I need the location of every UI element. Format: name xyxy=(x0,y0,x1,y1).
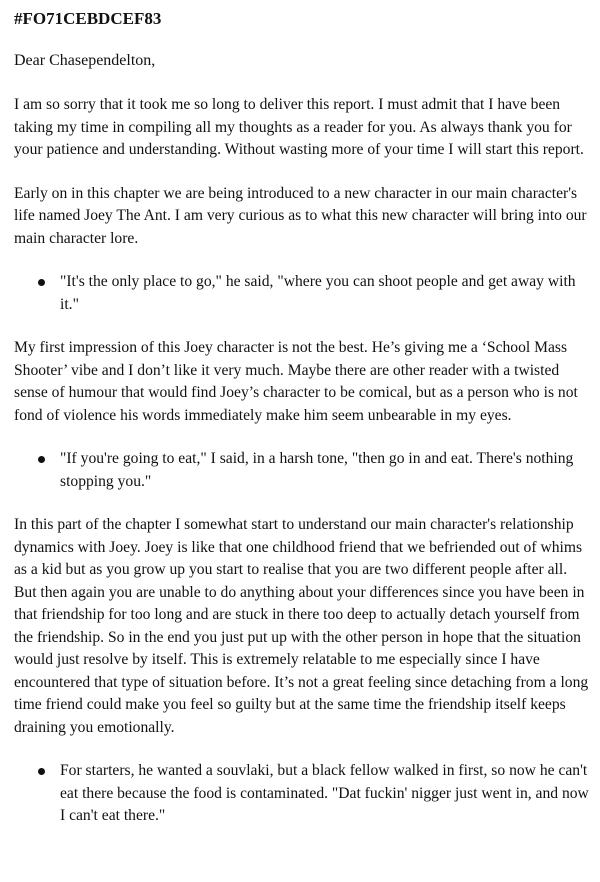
quote-item xyxy=(14,271,592,316)
quote-list xyxy=(14,760,592,828)
bullet-icon xyxy=(38,279,45,286)
quote-text: For starters, he wanted a souvlaki, but a black fellow walked in first, so now he can't eat there because the food is contaminated. "Dat fuckin' nigger just went in, and now I can't eat there." xyxy=(60,762,589,824)
document-id: #FO71CEBDCEF83 xyxy=(14,9,162,28)
quote-list xyxy=(14,448,592,493)
quote-text: "If you're going to eat," I said, in a harsh tone, "then go in and eat. There's nothing stopping you." xyxy=(60,450,574,490)
bullet-icon xyxy=(38,456,45,463)
paragraph-first-impression: My first impression of this Joey character is not the best. He’s giving me a ‘School Mass Shooter’ vibe and I don’t like it very much. Maybe there are other reader with a twisted sense of humour that would find Joey’s character to be comical, but as a person who is not fond of violence his words immediately make him seem unbearable in my eyes. xyxy=(14,339,578,424)
quote-text: "It's the only place to go," he said, "where you can shoot people and get away with it." xyxy=(60,273,576,313)
salutation: Dear Chasependelton, xyxy=(14,52,156,69)
paragraph-new-character: Early on in this chapter we are being introduced to a new character in our main character's life named Joey The Ant. I am very curious as to what this new character will bring into our main character lore. xyxy=(14,184,587,247)
quote-item xyxy=(14,760,592,828)
quote-item xyxy=(14,448,592,493)
paragraph-intro: I am so sorry that it took me so long to deliver this report. I must admit that I have been taking my time in compiling all my thoughts as a reader for you. As always thank you for your patience and understanding. Without wasting more of your time I will start this report. xyxy=(14,96,584,158)
quote-list xyxy=(14,271,592,316)
bullet-icon xyxy=(38,768,45,775)
paragraph-relationship: In this part of the chapter I somewhat start to understand our main character's relationship dynamics with Joey. Joey is like that one childhood friend that we befriended out of whims as a kid but as you grow up you start to realise that you are two different people after all. But then again you are unable to do anything about your differences since you have been in that friendship for too long and are stuck in there too deep to actually detach yourself from the friendship. So in the end you just put up with the other person in hope that the situation would just resolve by itself. This is extremely relatable to me especially since I have encountered that type of situation before. It’s not a great feeling since detaching from a long time friend could make you feel so guilty but at the same time the friendship itself keeps draining you emotionally. xyxy=(14,516,589,736)
